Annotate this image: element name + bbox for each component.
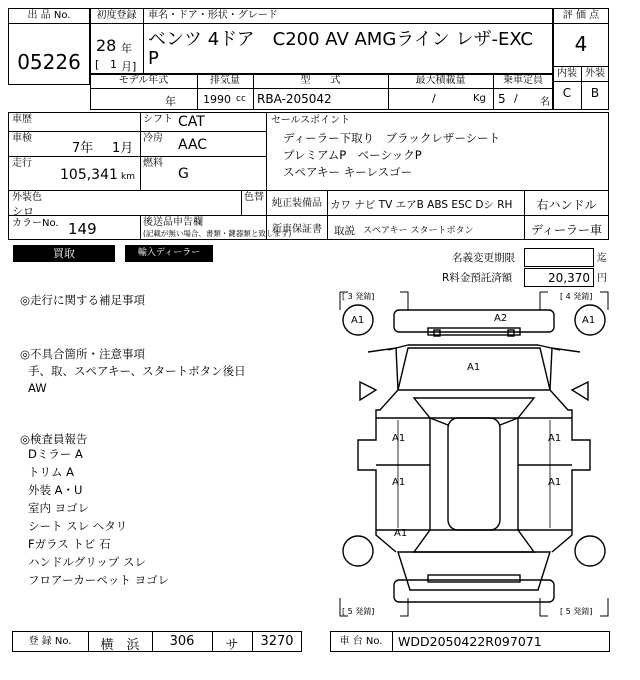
ext-color-value: シロ bbox=[12, 205, 34, 218]
capacity-value: 5 bbox=[498, 92, 506, 106]
report-line: Fガラス トビ 石 bbox=[28, 537, 111, 551]
report-line: フロアーカーペット ヨゴレ bbox=[28, 573, 170, 587]
damage-mark-hood: A1 bbox=[467, 362, 481, 373]
shift-label: シフト bbox=[143, 114, 173, 125]
chassis-number: WDD2050422R097071 bbox=[398, 634, 542, 649]
supplement-title: ◎走行に関する補足事項 bbox=[20, 293, 146, 307]
recycle-unit: 円 bbox=[597, 273, 607, 284]
sales-line2: プレミアムP ベーシックP bbox=[283, 148, 422, 162]
capacity-label: 乗車定員 bbox=[503, 75, 543, 86]
defects-title: ◎不具合箇所・注意事項 bbox=[20, 347, 146, 361]
chassis-label: 車 台 No. bbox=[339, 636, 383, 647]
car-name-line1: ベンツ 4ドア C200 AV AMGライン レザ-EXC bbox=[148, 29, 533, 50]
corner-label: [ 4 発錆] bbox=[560, 292, 593, 301]
corner-label: [ 5 発錆] bbox=[342, 607, 375, 616]
report-line: 室内 ヨゴレ bbox=[28, 501, 90, 515]
max-load-slash: / bbox=[432, 92, 436, 105]
registration-class: 306 bbox=[169, 634, 195, 649]
registration-label: 登 録 No. bbox=[28, 636, 72, 647]
max-load-label: 最大積載量 bbox=[415, 75, 466, 86]
name-change-label: 名義変更期限 bbox=[452, 252, 515, 264]
defect-line-2: AW bbox=[28, 381, 47, 395]
registration-number: 3270 bbox=[260, 634, 294, 649]
report-line: トリム A bbox=[28, 465, 75, 479]
damage-mark-front-left-wheel: A1 bbox=[351, 315, 365, 326]
reg-month: 1 bbox=[110, 58, 117, 71]
color-no-value: 149 bbox=[68, 220, 97, 238]
damage-mark-rear-left-quarter: A1 bbox=[394, 528, 408, 539]
interior-grade: C bbox=[562, 86, 572, 100]
model-year-label: モデル年式 bbox=[118, 75, 169, 86]
color-change-label: 色替 bbox=[244, 192, 264, 203]
car-name-label: 車名・ドア・形状・グレード bbox=[148, 10, 278, 21]
mileage-unit: km bbox=[121, 172, 135, 182]
defect-line-1: 手、取、スペアキー、スタートボタン後日 bbox=[28, 364, 246, 378]
inspection-month: 1月 bbox=[112, 141, 134, 156]
lot-label: 出 品 No. bbox=[27, 10, 71, 21]
registration-city: 横 浜 bbox=[100, 638, 140, 653]
docs-label: 後送品申告欄 bbox=[143, 217, 203, 228]
recycle-value: 20,370 bbox=[548, 271, 590, 285]
reg-month-open: [ bbox=[95, 58, 100, 71]
color-no-label: カラーNo. bbox=[12, 218, 59, 229]
reg-month-close: 月] bbox=[121, 60, 137, 73]
corner-label: [ 3 発錆] bbox=[342, 292, 375, 301]
capacity-slash: / bbox=[514, 92, 518, 105]
displacement-label: 排気量 bbox=[210, 75, 240, 86]
ac-value: AAC bbox=[178, 137, 208, 153]
mileage-label: 走行 bbox=[12, 158, 32, 169]
sales-line3: スペアキー キーレスゴー bbox=[283, 165, 413, 179]
damage-mark-left-rear-door: A1 bbox=[392, 477, 406, 488]
report-line: Dミラー A bbox=[28, 447, 83, 461]
sales-title: セールスポイント bbox=[271, 115, 351, 126]
report-line: 外装 A・U bbox=[28, 483, 83, 497]
interior-label: 内装 bbox=[557, 68, 577, 79]
car-damage-diagram bbox=[338, 290, 610, 620]
displacement: 1990 bbox=[203, 93, 231, 106]
exterior-grade: B bbox=[590, 86, 600, 100]
registration-kana: サ bbox=[225, 638, 239, 653]
capacity-unit: 名 bbox=[540, 97, 550, 108]
displacement-unit: cc bbox=[236, 94, 246, 104]
first-reg-label: 初度登録 bbox=[96, 10, 137, 21]
warranty-label: 新車保証書 bbox=[272, 224, 322, 235]
manual-label: 取説 bbox=[334, 225, 355, 237]
equipment-label: 純正装備品 bbox=[272, 198, 322, 209]
corner-label: [ 5 発錆] bbox=[560, 607, 593, 616]
name-change-box bbox=[524, 248, 594, 267]
type-value: RBA-205042 bbox=[257, 92, 332, 106]
docs-note: (記載が無い場合、書類・鍵器類と致します) bbox=[143, 229, 292, 238]
ac-label: 冷房 bbox=[143, 133, 163, 144]
purchase-badge: 買取 bbox=[13, 245, 115, 262]
damage-mark-left-front-door: A1 bbox=[392, 433, 406, 444]
model-year-unit: 年 bbox=[165, 95, 176, 108]
score-label: 評 価 点 bbox=[562, 10, 600, 21]
name-change-unit: 迄 bbox=[597, 253, 607, 264]
inspection-label: 車検 bbox=[12, 133, 32, 144]
lot-number: 05226 bbox=[17, 50, 81, 74]
reg-year-unit: 年 bbox=[121, 42, 132, 55]
car-name-line2: P bbox=[148, 48, 159, 69]
history-label: 車歴 bbox=[12, 114, 32, 125]
dealer-car: ディーラー車 bbox=[530, 223, 603, 237]
inspector-title: ◎検査員報告 bbox=[20, 432, 88, 446]
report-line: シート スレ ヘタリ bbox=[28, 519, 128, 533]
damage-mark-front-bumper: A2 bbox=[494, 313, 508, 324]
report-line: ハンドルグリップ スレ bbox=[28, 555, 146, 569]
keys-label: スペアキー スタートボタン bbox=[363, 226, 474, 236]
damage-mark-front-right-wheel: A1 bbox=[582, 315, 596, 326]
fuel-label: 燃料 bbox=[143, 158, 163, 169]
damage-mark-right-front-door: A1 bbox=[548, 433, 562, 444]
score-value: 4 bbox=[574, 32, 588, 56]
sales-line1: ディーラー下取り ブラックレザーシート bbox=[283, 131, 501, 145]
recycle-label: R料金預託済額 bbox=[442, 272, 513, 284]
inspection-year: 7年 bbox=[72, 141, 94, 156]
ext-color-label: 外装色 bbox=[12, 192, 42, 203]
equipment-items: カワ ナビ TV エアB ABS ESC Dシ RH bbox=[330, 199, 513, 211]
mileage-value: 105,341 bbox=[60, 167, 118, 183]
exterior-label: 外装 bbox=[585, 68, 605, 79]
reg-year: 28 bbox=[96, 36, 117, 55]
import-dealer-badge: 輸入ディーラー bbox=[125, 245, 213, 262]
fuel-value: G bbox=[178, 166, 189, 182]
damage-mark-right-rear-door: A1 bbox=[548, 477, 562, 488]
steering-side: 右ハンドル bbox=[536, 198, 597, 212]
type-label: 型 式 bbox=[300, 75, 341, 86]
max-load-unit: Kg bbox=[473, 93, 486, 104]
shift-value: CAT bbox=[178, 114, 205, 130]
